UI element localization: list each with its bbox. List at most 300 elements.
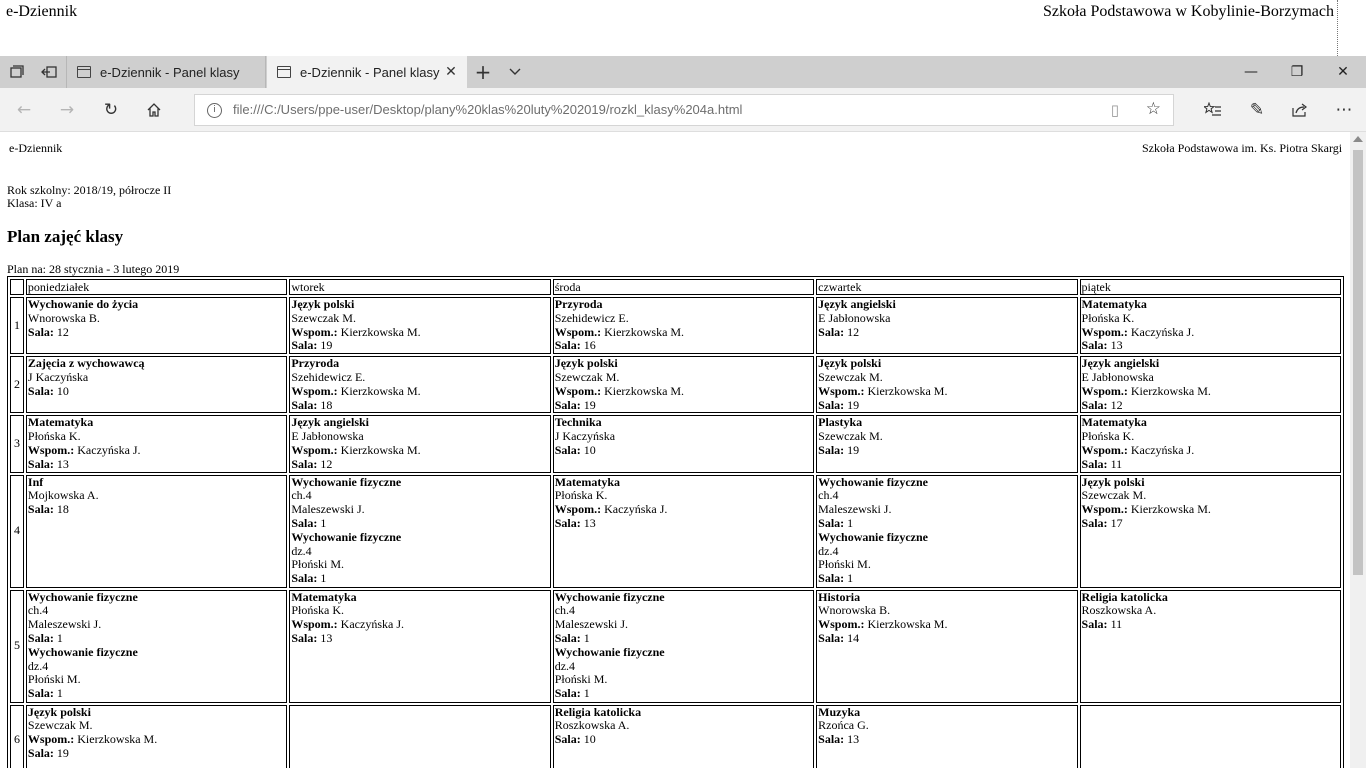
lesson-room xyxy=(555,687,812,701)
room-number: 18 xyxy=(56,502,69,517)
page-icon xyxy=(77,66,91,78)
room-number: 10 xyxy=(56,383,69,398)
lesson-detail: E Jabłonowska xyxy=(291,429,364,444)
lesson-subject: Matematyka xyxy=(1081,297,1147,311)
room-number: 19 xyxy=(847,397,860,412)
lesson-assistant xyxy=(818,618,1075,632)
site-info-icon[interactable]: i xyxy=(207,103,222,118)
lesson-subject: Inf xyxy=(27,474,44,489)
lesson-detail: Szehidewicz E. xyxy=(291,369,366,384)
lesson-cell xyxy=(816,297,1077,354)
room-number: 14 xyxy=(847,630,860,645)
lesson-cell xyxy=(26,415,287,472)
lesson-subject: Wychowanie fizyczne xyxy=(291,474,402,489)
lesson-subject: Język angielski xyxy=(818,297,896,311)
lesson-row xyxy=(10,356,1341,413)
lesson-cell xyxy=(289,705,550,768)
lesson-subject: Wychowanie fizyczne xyxy=(554,589,665,604)
assistant-label: Wspom.: xyxy=(554,383,602,398)
tab-label: e-Dziennik - Panel klasy xyxy=(100,64,240,80)
lesson-detail: Rzońca G. xyxy=(818,718,869,733)
lesson-subject: Język polski xyxy=(27,704,91,719)
lesson-cell xyxy=(553,356,814,413)
maximize-button[interactable]: ❐ xyxy=(1290,64,1304,80)
address-bar[interactable] xyxy=(194,94,1174,126)
lesson-detail: dz.4 xyxy=(818,543,839,558)
lesson-detail: Maleszewski J. xyxy=(27,617,102,632)
url-text[interactable]: file:///C:/Users/ppe-user/Desktop/plany%20klas%20luty%202019/rozkl_klasy%204a.html xyxy=(233,102,743,117)
lesson-room xyxy=(28,632,285,646)
lesson-cell xyxy=(289,356,550,413)
more-icon[interactable]: ⋯ xyxy=(1335,100,1353,120)
lesson-detail: J Kaczyńska xyxy=(27,369,89,384)
room-number: 13 xyxy=(583,515,596,530)
scroll-up-arrow-icon[interactable] xyxy=(1353,136,1363,142)
room-number: 13 xyxy=(56,456,69,471)
lesson-detail: Płońska K. xyxy=(554,488,608,503)
plan-range: Plan na: 28 stycznia - 3 lutego 2019 xyxy=(7,262,180,276)
favorite-star-icon[interactable]: ☆ xyxy=(1145,99,1161,119)
assistant-label: Wspom.: xyxy=(291,383,338,398)
lesson-room xyxy=(28,747,285,761)
assistant-name: Kierzkowska M. xyxy=(867,383,948,398)
assistant-name: Kierzkowska M. xyxy=(867,617,948,632)
lesson-room xyxy=(1082,339,1339,353)
lesson-subject: Język polski xyxy=(1081,474,1145,489)
lesson-room xyxy=(555,733,812,747)
lesson-cell xyxy=(1080,475,1341,588)
lesson-cell xyxy=(553,705,814,768)
lesson-cell xyxy=(816,705,1077,768)
header-corner-cell xyxy=(10,279,24,295)
lesson-subject: Język polski xyxy=(554,356,618,371)
lesson-assistant xyxy=(1082,503,1339,517)
room-number: 10 xyxy=(583,442,596,457)
lesson-detail: ch.4 xyxy=(818,488,839,503)
room-number: 12 xyxy=(1110,397,1123,412)
lesson-room xyxy=(555,517,812,531)
room-label: Sala: xyxy=(554,338,581,353)
page-content xyxy=(0,132,1350,768)
room-label: Sala: xyxy=(818,324,845,339)
lesson-detail: Roszkowska A. xyxy=(554,718,630,733)
pen-icon[interactable]: ✎ xyxy=(1249,100,1265,120)
lesson-row xyxy=(10,475,1341,588)
room-label: Sala: xyxy=(27,745,54,760)
room-number: 1 xyxy=(847,571,854,586)
forward-icon[interactable]: → xyxy=(59,100,75,120)
room-number: 16 xyxy=(583,338,596,353)
reading-view-icon[interactable]: ▯ xyxy=(1110,101,1119,119)
lesson-room xyxy=(555,399,812,413)
assistant-name: Kierzkowska M. xyxy=(1130,383,1211,398)
assistant-name: Kierzkowska M. xyxy=(340,442,421,457)
timetable-header-row xyxy=(10,279,1341,295)
lesson-room xyxy=(818,399,1075,413)
lesson-room xyxy=(818,733,1075,747)
lesson-cell xyxy=(816,415,1077,472)
lesson-subject: Wychowanie fizyczne xyxy=(554,644,665,659)
day-header: wtorek xyxy=(289,279,550,295)
lesson-detail: Szewczak M. xyxy=(27,718,93,733)
assistant-label: Wspom.: xyxy=(1081,442,1128,457)
room-label: Sala: xyxy=(818,732,845,747)
lesson-assistant xyxy=(291,385,548,399)
class-meta xyxy=(7,184,171,210)
lesson-assistant xyxy=(555,503,812,517)
lesson-room xyxy=(1082,399,1339,413)
room-label: Sala: xyxy=(1081,617,1108,632)
print-header-right: Szkoła Podstawowa w Kobylinie-Borzymach xyxy=(1042,3,1334,20)
lesson-detail: Szewczak M. xyxy=(1081,488,1147,503)
lesson-detail: Płoński M. xyxy=(554,672,608,687)
lesson-detail: Wnorowska B. xyxy=(27,310,100,325)
tab-bar xyxy=(0,56,1366,88)
lesson-detail: Płońska K. xyxy=(1081,429,1135,444)
lesson-cell xyxy=(553,415,814,472)
home-icon[interactable] xyxy=(141,97,167,123)
tab-label: e-Dziennik - Panel klasy xyxy=(300,64,440,80)
set-aside-tabs-icon[interactable] xyxy=(38,61,60,83)
lesson-room xyxy=(555,339,812,353)
lesson-detail: Wnorowska B. xyxy=(818,603,891,618)
lesson-cell xyxy=(289,415,550,472)
lesson-row xyxy=(10,415,1341,472)
lesson-detail: Roszkowska A. xyxy=(1081,603,1157,618)
lesson-subject: Plastyka xyxy=(818,415,863,430)
lesson-room xyxy=(1082,517,1339,531)
day-header: piątek xyxy=(1080,279,1341,295)
room-number: 1 xyxy=(583,686,590,701)
lesson-room xyxy=(555,444,812,458)
assistant-label: Wspom.: xyxy=(291,442,338,457)
room-number: 1 xyxy=(847,515,854,530)
room-label: Sala: xyxy=(554,442,581,457)
assistant-label: Wspom.: xyxy=(1081,502,1128,517)
refresh-icon[interactable]: ↻ xyxy=(103,100,119,120)
lesson-number: 6 xyxy=(10,705,24,768)
assistant-name: Kierzkowska M. xyxy=(77,732,158,747)
timetable xyxy=(7,276,1344,768)
lesson-detail: Płońska K. xyxy=(27,429,81,444)
lesson-cell xyxy=(26,297,287,354)
room-label: Sala: xyxy=(818,515,845,530)
room-label: Sala: xyxy=(27,630,54,645)
lesson-subject: Historia xyxy=(818,589,861,604)
lesson-cell xyxy=(289,297,550,354)
lesson-detail: Szewczak M. xyxy=(554,369,620,384)
lesson-room xyxy=(291,458,548,472)
room-number: 1 xyxy=(320,571,327,586)
lesson-cell xyxy=(26,590,287,703)
room-label: Sala: xyxy=(291,571,318,586)
room-label: Sala: xyxy=(27,383,54,398)
lesson-number: 5 xyxy=(10,590,24,703)
scrollbar-thumb[interactable] xyxy=(1353,150,1363,575)
room-label: Sala: xyxy=(818,397,845,412)
assistant-name: Kierzkowska M. xyxy=(604,324,685,339)
lesson-cell xyxy=(1080,705,1341,768)
minimize-button[interactable]: — xyxy=(1244,64,1258,80)
lesson-detail: Maleszewski J. xyxy=(818,502,892,517)
lesson-detail: Płońska K. xyxy=(1081,310,1135,325)
assistant-name: Kaczyńska J. xyxy=(1130,324,1195,339)
lesson-room xyxy=(28,458,285,472)
lesson-cell xyxy=(816,590,1077,703)
room-number: 17 xyxy=(1110,515,1123,530)
lesson-subject: Technika xyxy=(554,415,602,430)
lesson-assistant xyxy=(291,326,548,340)
tab-list-chevron-down-icon[interactable] xyxy=(504,61,526,83)
print-header-left: e-Dziennik xyxy=(6,3,78,20)
lesson-assistant xyxy=(1082,444,1339,458)
lesson-assistant xyxy=(28,733,285,747)
room-number: 13 xyxy=(320,630,333,645)
room-number: 18 xyxy=(320,397,333,412)
room-number: 13 xyxy=(847,732,860,747)
school-year: Rok szkolny: 2018/19, półrocze II xyxy=(7,183,172,197)
lesson-detail: Szewczak M. xyxy=(818,429,883,444)
lesson-cell xyxy=(26,356,287,413)
room-label: Sala: xyxy=(291,456,318,471)
lesson-detail: Mojkowska A. xyxy=(27,488,99,503)
lesson-room xyxy=(291,399,548,413)
assistant-label: Wspom.: xyxy=(27,442,75,457)
lesson-room xyxy=(291,517,548,531)
lesson-cell xyxy=(289,590,550,703)
lesson-cell xyxy=(553,590,814,703)
assistant-name: Kierzkowska M. xyxy=(604,383,685,398)
room-number: 1 xyxy=(56,630,63,645)
lesson-subject: Zajęcia z wychowawcą xyxy=(27,356,145,371)
lesson-assistant xyxy=(555,326,812,340)
tab-active[interactable] xyxy=(267,56,467,88)
lesson-cell xyxy=(1080,297,1341,354)
lesson-subject: Język polski xyxy=(818,356,882,371)
assistant-label: Wspom.: xyxy=(818,383,865,398)
lesson-detail: Maleszewski J. xyxy=(291,502,365,517)
lesson-number: 2 xyxy=(10,356,24,413)
room-label: Sala: xyxy=(554,630,581,645)
room-number: 11 xyxy=(1110,617,1123,632)
room-number: 12 xyxy=(320,456,333,471)
room-number: 19 xyxy=(583,397,596,412)
lesson-room xyxy=(818,326,1075,340)
back-icon[interactable]: ← xyxy=(16,100,32,120)
lesson-detail: Płońska K. xyxy=(291,603,344,618)
lesson-detail: dz.4 xyxy=(291,543,312,558)
lesson-detail: Szehidewicz E. xyxy=(554,310,629,325)
lesson-room xyxy=(291,632,548,646)
assistant-label: Wspom.: xyxy=(554,324,602,339)
day-header: poniedziałek xyxy=(26,279,287,295)
lesson-row xyxy=(10,705,1341,768)
room-label: Sala: xyxy=(1081,338,1108,353)
assistant-name: Kaczyńska J. xyxy=(340,617,404,632)
lesson-detail: J Kaczyńska xyxy=(554,429,616,444)
tab-preview-icon[interactable] xyxy=(6,61,28,83)
lesson-detail: Płoński M. xyxy=(818,557,871,572)
lesson-subject: Przyroda xyxy=(291,356,340,371)
assistant-name: Kierzkowska M. xyxy=(340,383,421,398)
new-tab-button[interactable]: + xyxy=(474,60,492,84)
print-margin-marker xyxy=(1336,0,1338,56)
lesson-detail: dz.4 xyxy=(554,658,576,673)
assistant-name: Kaczyńska J. xyxy=(1130,442,1195,457)
page-header-right: Szkoła Podstawowa im. Ks. Piotra Skargi xyxy=(1142,141,1343,155)
favorites-hub-icon[interactable] xyxy=(1200,97,1226,123)
room-number: 19 xyxy=(320,338,333,353)
room-number: 12 xyxy=(847,324,860,339)
vertical-scrollbar[interactable] xyxy=(1350,132,1366,768)
lesson-subject: Wychowanie fizyczne xyxy=(818,529,929,544)
lesson-room xyxy=(28,687,285,701)
assistant-name: Kierzkowska M. xyxy=(340,324,421,339)
room-number: 13 xyxy=(1110,338,1123,353)
lesson-number: 3 xyxy=(10,415,24,472)
lesson-cell xyxy=(816,475,1077,588)
lesson-subject: Język angielski xyxy=(1081,356,1160,371)
lesson-room xyxy=(818,517,1075,531)
room-label: Sala: xyxy=(27,456,54,471)
room-label: Sala: xyxy=(818,630,845,645)
room-label: Sala: xyxy=(554,515,581,530)
lesson-detail: ch.4 xyxy=(27,603,49,618)
lesson-assistant xyxy=(555,385,812,399)
lesson-number: 4 xyxy=(10,475,24,588)
lesson-subject: Wychowanie do życia xyxy=(27,297,139,311)
lesson-assistant xyxy=(291,444,548,458)
lesson-cell xyxy=(553,297,814,354)
lesson-subject: Wychowanie fizyczne xyxy=(27,644,138,659)
assistant-name: Kaczyńska J. xyxy=(77,442,141,457)
room-number: 1 xyxy=(583,630,590,645)
lesson-room xyxy=(818,572,1075,586)
lesson-detail: Szewczak M. xyxy=(291,310,356,325)
lesson-cell xyxy=(553,475,814,588)
lesson-subject: Przyroda xyxy=(554,297,603,311)
class-label: Klasa: IV a xyxy=(7,196,62,210)
lesson-subject: Wychowanie fizyczne xyxy=(291,529,402,544)
close-tab-icon[interactable]: ✕ xyxy=(445,64,457,80)
lesson-subject: Religia katolicka xyxy=(554,704,642,719)
room-number: 1 xyxy=(56,686,63,701)
lesson-assistant xyxy=(1082,385,1339,399)
lesson-detail: Szewczak M. xyxy=(818,369,883,384)
lesson-detail: dz.4 xyxy=(27,658,49,673)
room-label: Sala: xyxy=(291,397,318,412)
lesson-cell xyxy=(289,475,550,588)
room-number: 10 xyxy=(583,732,596,747)
room-label: Sala: xyxy=(1081,397,1108,412)
assistant-label: Wspom.: xyxy=(818,617,865,632)
room-label: Sala: xyxy=(291,338,318,353)
room-label: Sala: xyxy=(27,324,54,339)
lesson-detail: ch.4 xyxy=(554,603,576,618)
page-title: Plan zajęć klasy xyxy=(7,227,124,246)
lesson-cell xyxy=(1080,415,1341,472)
assistant-name: Kierzkowska M. xyxy=(1130,502,1211,517)
lesson-room xyxy=(291,572,548,586)
lesson-detail: ch.4 xyxy=(291,488,312,503)
lesson-subject: Matematyka xyxy=(291,589,357,604)
lesson-subject: Matematyka xyxy=(554,474,621,489)
lesson-assistant xyxy=(1082,326,1339,340)
room-label: Sala: xyxy=(554,686,581,701)
lesson-room xyxy=(818,444,1075,458)
lesson-detail: E Jabłonowska xyxy=(1081,369,1154,384)
lesson-detail: Płoński M. xyxy=(291,557,345,572)
lesson-detail: Płoński M. xyxy=(27,672,81,687)
lesson-room xyxy=(555,632,812,646)
lesson-detail: E Jabłonowska xyxy=(818,310,891,325)
lesson-room xyxy=(818,632,1075,646)
lesson-room xyxy=(1082,618,1339,632)
assistant-label: Wspom.: xyxy=(27,732,75,747)
close-window-button[interactable]: ✕ xyxy=(1337,64,1349,80)
lesson-cell xyxy=(1080,356,1341,413)
lesson-assistant xyxy=(28,444,285,458)
lesson-subject: Matematyka xyxy=(1081,415,1147,430)
room-number: 19 xyxy=(847,442,860,457)
lesson-assistant xyxy=(291,618,548,632)
lesson-room xyxy=(1082,458,1339,472)
assistant-name: Kaczyńska J. xyxy=(604,502,668,517)
room-label: Sala: xyxy=(27,502,54,517)
lesson-cell xyxy=(26,475,287,588)
lesson-subject: Muzyka xyxy=(818,704,861,719)
lesson-cell xyxy=(816,356,1077,413)
room-label: Sala: xyxy=(554,397,581,412)
lesson-row xyxy=(10,590,1341,703)
lesson-subject: Wychowanie fizyczne xyxy=(27,589,138,604)
lesson-room xyxy=(28,385,285,399)
page-icon xyxy=(277,66,291,78)
room-number: 11 xyxy=(1110,456,1123,471)
day-header: środa xyxy=(553,279,814,295)
assistant-label: Wspom.: xyxy=(554,502,602,517)
room-label: Sala: xyxy=(291,515,318,530)
tab-inactive[interactable] xyxy=(66,56,266,88)
day-header: czwartek xyxy=(816,279,1077,295)
lesson-subject: Język polski xyxy=(291,297,355,311)
lesson-subject: Wychowanie fizyczne xyxy=(818,474,929,489)
room-label: Sala: xyxy=(1081,456,1108,471)
lesson-cell xyxy=(26,705,287,768)
lesson-row xyxy=(10,297,1341,354)
room-label: Sala: xyxy=(818,442,845,457)
assistant-label: Wspom.: xyxy=(291,324,338,339)
lesson-room xyxy=(28,326,285,340)
navigation-bar xyxy=(0,88,1366,132)
lesson-room xyxy=(28,503,285,517)
share-icon[interactable] xyxy=(1287,97,1313,123)
lesson-room xyxy=(291,339,548,353)
lesson-number: 1 xyxy=(10,297,24,354)
lesson-subject: Matematyka xyxy=(27,415,94,430)
lesson-assistant xyxy=(818,385,1075,399)
lesson-subject: Język angielski xyxy=(291,415,369,430)
lesson-cell xyxy=(1080,590,1341,703)
page-header-left: e-Dziennik xyxy=(9,141,63,155)
room-label: Sala: xyxy=(1081,515,1108,530)
room-number: 12 xyxy=(56,324,69,339)
room-number: 19 xyxy=(56,745,69,760)
room-label: Sala: xyxy=(27,686,54,701)
room-label: Sala: xyxy=(291,630,318,645)
print-header xyxy=(0,0,1366,56)
assistant-label: Wspom.: xyxy=(291,617,338,632)
